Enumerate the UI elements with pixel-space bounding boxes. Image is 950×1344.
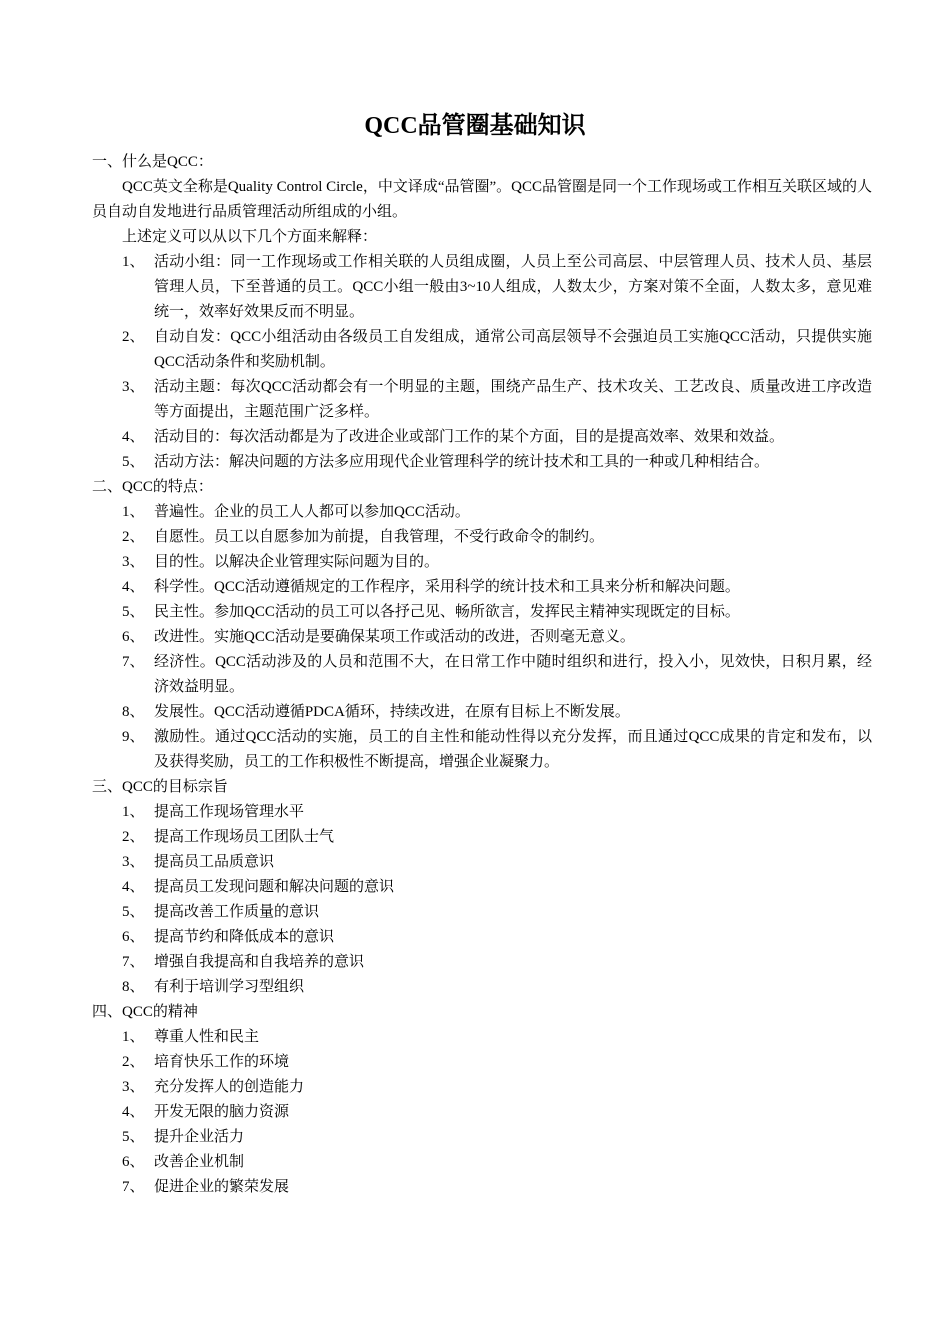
spirit-list: [92, 1025, 872, 1200]
list-item-text: 提升企业活力: [154, 1129, 245, 1145]
list-item-text: 提高工作现场管理水平: [154, 804, 305, 820]
list-item-number: 2、: [122, 1054, 145, 1070]
list-item: [92, 1175, 872, 1200]
list-item-text: 增强自我提高和自我培养的意识: [154, 954, 365, 970]
list-item-number: 1、: [122, 1029, 145, 1045]
list-item-number: 4、: [122, 1104, 145, 1120]
list-item-text: 活动目的：每次活动都是为了改进企业或部门工作的某个方面，目的是提高效率、效果和效益。: [154, 429, 785, 445]
list-item: [92, 825, 872, 850]
list-item-text: 促进企业的繁荣发展: [154, 1179, 290, 1195]
list-item-number: 2、: [122, 529, 145, 545]
list-item-number: 5、: [122, 1129, 145, 1145]
list-item-text: 开发无限的脑力资源: [154, 1104, 290, 1120]
list-item: [92, 325, 872, 375]
list-item: [92, 975, 872, 1000]
list-item-text: 发展性。QCC活动遵循PDCA循环，持续改进，在原有目标上不断发展。: [154, 704, 630, 720]
list-item-text: 经济性。QCC活动涉及的人员和范围不大，在日常工作中随时组织和进行，投入小，见效快，日积月累，经济效益明显。: [154, 654, 872, 695]
list-item-text: 培育快乐工作的环境: [154, 1054, 290, 1070]
list-item-number: 8、: [122, 979, 145, 995]
list-item: [92, 450, 872, 475]
list-item-text: 提高员工发现问题和解决问题的意识: [154, 879, 395, 895]
list-item: [92, 875, 872, 900]
list-item-text: 活动方法：解决问题的方法多应用现代企业管理科学的统计技术和工具的一种或几种相结合。: [154, 454, 770, 470]
document-body: [92, 150, 872, 1200]
list-item-text: 有利于培训学习型组织: [154, 979, 305, 995]
section-heading-features: 二、QCC的特点：: [92, 479, 213, 495]
list-item: [92, 925, 872, 950]
document-title: QCC品管圈基础知识: [364, 113, 586, 139]
section-heading-goals: 三、QCC的目标宗旨: [92, 779, 228, 795]
list-item-text: 提高改善工作质量的意识: [154, 904, 320, 920]
list-item-number: 4、: [122, 429, 145, 445]
definition-intro: 上述定义可以从以下几个方面来解释：: [122, 229, 378, 245]
list-item-number: 5、: [122, 904, 145, 920]
list-item-number: 5、: [122, 604, 145, 620]
list-item-text: 科学性。QCC活动遵循规定的工作程序，采用科学的统计技术和工具来分析和解决问题。: [154, 579, 740, 595]
list-item-text: 激励性。通过QCC活动的实施，员工的自主性和能动性得以充分发挥，而且通过QCC成果的肯定和发布，以及获得奖励，员工的工作积极性不断提高，增强企业凝聚力。: [154, 729, 872, 770]
list-item-text: 充分发挥人的创造能力: [154, 1079, 305, 1095]
list-item-number: 4、: [122, 579, 145, 595]
list-item: [92, 250, 872, 325]
section-heading-what-is-qcc: 一、什么是QCC：: [92, 154, 213, 170]
list-item-text: 提高工作现场员工团队士气: [154, 829, 335, 845]
list-item-number: 2、: [122, 329, 145, 345]
list-item-text: 自动自发：QCC小组活动由各级员工自发组成，通常公司高层领导不会强迫员工实施QCC活动，只提供实施QCC活动条件和奖励机制。: [154, 329, 872, 370]
list-item-number: 6、: [122, 1154, 145, 1170]
list-item: [92, 375, 872, 425]
list-item-text: 活动主题：每次QCC活动都会有一个明显的主题，围绕产品生产、技术攻关、工艺改良、质量改进工序改造等方面提出，主题范围广泛多样。: [154, 379, 872, 420]
list-item: [92, 1075, 872, 1100]
list-item-text: 尊重人性和民主: [154, 1029, 260, 1045]
list-item-number: 3、: [122, 854, 145, 870]
list-item-number: 9、: [122, 729, 145, 745]
list-item-number: 6、: [122, 929, 145, 945]
list-item: [92, 1125, 872, 1150]
list-item-number: 1、: [122, 504, 145, 520]
list-item: [92, 1025, 872, 1050]
list-item-number: 3、: [122, 1079, 145, 1095]
list-item: [92, 1050, 872, 1075]
list-item: [92, 950, 872, 975]
list-item: [92, 1150, 872, 1175]
features-list: [92, 500, 872, 775]
list-item: [92, 725, 872, 775]
list-item-number: 3、: [122, 554, 145, 570]
list-item: [92, 525, 872, 550]
list-item-text: 民主性。参加QCC活动的员工可以各抒己见、畅所欲言，发挥民主精神实现既定的目标。: [154, 604, 740, 620]
list-item-number: 5、: [122, 454, 145, 470]
list-item-number: 4、: [122, 879, 145, 895]
list-item-text: 改善企业机制: [154, 1154, 245, 1170]
list-item: [92, 575, 872, 600]
goals-list: [92, 800, 872, 1000]
list-item: [92, 700, 872, 725]
list-item-number: 8、: [122, 704, 145, 720]
list-item-text: 普遍性。企业的员工人人都可以参加QCC活动。: [154, 504, 470, 520]
list-item: [92, 500, 872, 525]
list-item-text: 提高员工品质意识: [154, 854, 275, 870]
list-item: [92, 550, 872, 575]
list-item-number: 2、: [122, 829, 145, 845]
definition-paragraph: QCC英文全称是Quality Control Circle，中文译成“品管圈”。QCC品管圈是同一个工作现场或工作相互关联区域的人员自动自发地进行品质管理活动所组成的小组。: [92, 179, 872, 220]
list-item: [92, 800, 872, 825]
list-item: [92, 600, 872, 625]
list-item-number: 3、: [122, 379, 145, 395]
list-item-number: 7、: [122, 1179, 145, 1195]
list-item-number: 1、: [122, 804, 145, 820]
list-item: [92, 625, 872, 650]
list-item-text: 提高节约和降低成本的意识: [154, 929, 335, 945]
list-item: [92, 425, 872, 450]
list-item-number: 6、: [122, 629, 145, 645]
list-item-text: 改进性。实施QCC活动是要确保某项工作或活动的改进，否则毫无意义。: [154, 629, 635, 645]
definition-list: [92, 250, 872, 475]
section-heading-spirit: 四、QCC的精神: [92, 1004, 198, 1020]
list-item: [92, 1100, 872, 1125]
list-item-number: 1、: [122, 254, 145, 270]
list-item-number: 7、: [122, 954, 145, 970]
list-item-text: 自愿性。员工以自愿参加为前提，自我管理，不受行政命令的制约。: [154, 529, 605, 545]
list-item-text: 活动小组：同一工作现场或工作相关联的人员组成圈，人员上至公司高层、中层管理人员、技术人员、基层管理人员，下至普通的员工。QCC小组一般由3~10人组成，人数太少，方案对策不全面，人数太多，意见难统一，效率好效果反而不明显。: [154, 254, 872, 320]
list-item: [92, 850, 872, 875]
list-item: [92, 900, 872, 925]
list-item-text: 目的性。以解决企业管理实际问题为目的。: [154, 554, 440, 570]
list-item: [92, 650, 872, 700]
list-item-number: 7、: [122, 654, 145, 670]
